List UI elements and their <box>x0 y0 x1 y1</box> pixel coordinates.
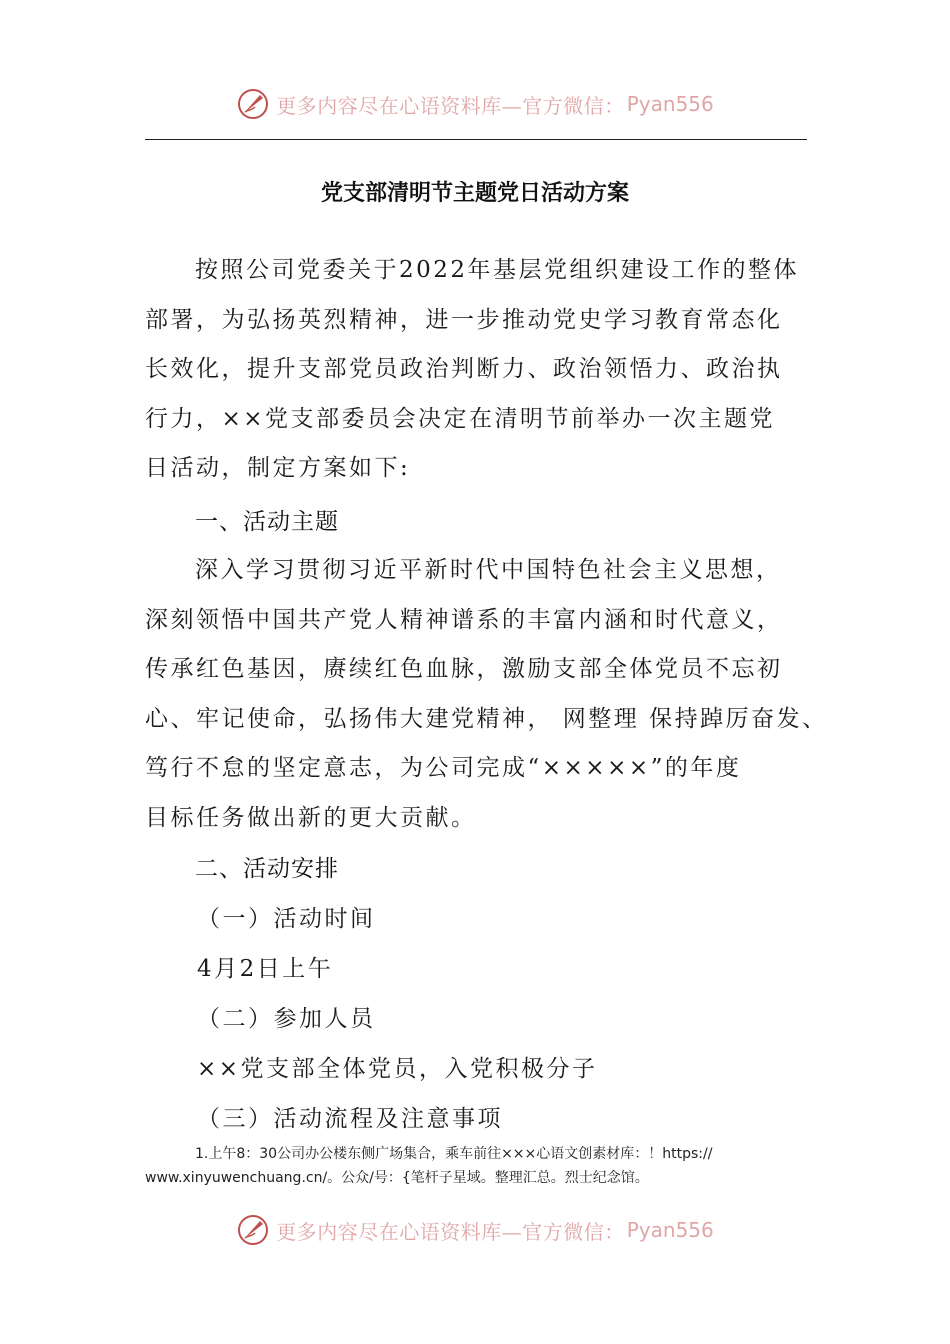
watermark-text: 更多内容尽在心语资料库—官方微信： <box>276 93 625 118</box>
watermark-brand: Pyan556 <box>626 92 714 116</box>
procedure-note <box>145 1142 810 1190</box>
theme-line: 深入学习贯彻习近平新时代中国特色社会主义思想， <box>195 557 782 583</box>
note-line: www.xinyuwenchuang.cn/。公众/号：{笔杆子星域。整理汇总。烈士纪念馆。 <box>145 1170 649 1186</box>
theme-paragraph <box>145 546 828 844</box>
theme-line: 传承红色基因，赓续红色血脉，激励支部全体党员不忘初 <box>145 656 783 683</box>
section-heading-arrangement: 二、活动安排 <box>195 856 339 882</box>
header-divider <box>145 139 807 140</box>
participants: ××党支部全体党员，入党积极分子 <box>197 1056 598 1082</box>
intro-line: 日活动，制定方案如下: <box>145 455 411 482</box>
theme-line: 目标任务做出新的更大贡献。 <box>145 804 477 831</box>
theme-line: 深刻领悟中国共产党人精神谱系的丰富内涵和时代意义， <box>145 606 783 633</box>
intro-paragraph <box>145 246 810 494</box>
intro-line: 行力，××党支部委员会决定在清明节前举办一次主题党 <box>145 405 776 432</box>
note-line: 1.上午8：30公司办公楼东侧广场集合，乘车前往×××心语文创素材库：！https:// <box>195 1146 713 1162</box>
subheading-participants: （二）参加人员 <box>197 1006 376 1032</box>
intro-line: 按照公司党委关于2022年基层党组织建设工作的整体 <box>195 257 800 283</box>
section-heading-theme: 一、活动主题 <box>195 509 339 535</box>
subheading-time: （一）活动时间 <box>197 906 376 932</box>
theme-line: 心、牢记使命，弘扬伟大建党精神， 网整理 保持踔厉奋发、 <box>145 705 828 732</box>
quill-logo-icon <box>236 87 270 121</box>
intro-line: 部署，为弘扬英烈精神，进一步推动党史学习教育常态化 <box>145 306 783 333</box>
watermark-text: 更多内容尽在心语资料库—官方微信： <box>276 1219 625 1244</box>
subheading-procedure: （三）活动流程及注意事项 <box>197 1106 503 1132</box>
document-title: 党支部清明节主题党日活动方案 <box>320 181 629 206</box>
quill-logo-icon <box>236 1213 270 1247</box>
intro-line: 长效化，提升支部党员政治判断力、政治领悟力、政治执 <box>145 356 783 383</box>
watermark-footer <box>0 1210 950 1250</box>
watermark-brand: Pyan556 <box>626 1218 714 1242</box>
watermark-header <box>0 84 950 124</box>
activity-time: 4月2日上午 <box>197 956 334 982</box>
theme-line: 笃行不怠的坚定意志，为公司完成“×××××”的年度 <box>145 755 742 782</box>
